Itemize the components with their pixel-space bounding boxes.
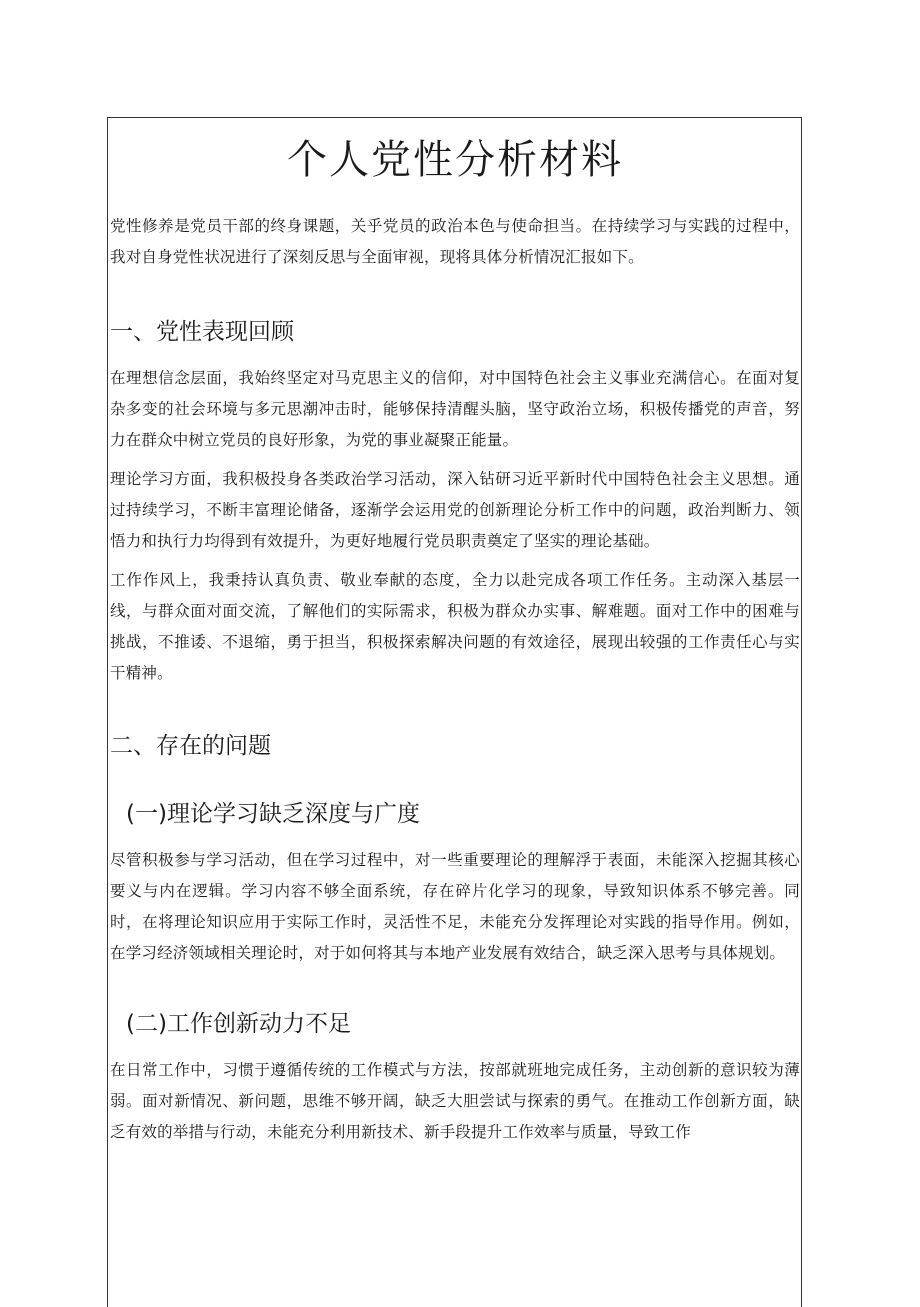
section-heading-review: 一、党性表现回顾 — [110, 319, 294, 345]
section-heading-problems: 二、存在的问题 — [110, 733, 271, 759]
document-body — [110, 118, 800, 1156]
paragraph-work-style: 工作作风上，我秉持认真负责、敬业奉献的态度，全力以赴完成各项工作任务。主动深入基层一线，与群众面对面交流，了解他们的实际需求，积极为群众办实事、解难题。面对工作中的困难与挑战，不推诿、不退缩，勇于担当，积极探索解决问题的有效途径，展现出较强的工作责任心与实干精神。 — [110, 571, 800, 682]
paragraph-innovation-problem: 在日常工作中，习惯于遵循传统的工作模式与方法，按部就班地完成任务，主动创新的意识较为薄弱。面对新情况、新问题，思维不够开阔，缺乏大胆尝试与探索的勇气。在推动工作创新方面，缺乏有效的举措与行动，未能充分利用新技术、新手段提升工作效率与质量，导致工作 — [110, 1061, 800, 1141]
intro-paragraph: 党性修养是党员干部的终身课题，关乎党员的政治本色与使命担当。在持续学习与实践的过程中，我对自身党性状况进行了深刻反思与全面审视，现将具体分析情况汇报如下。 — [110, 217, 800, 266]
paragraph-theory-problem: 尽管积极参与学习活动，但在学习过程中，对一些重要理论的理解浮于表面，未能深入挖掘其核心要义与内在逻辑。学习内容不够全面系统，存在碎片化学习的现象，导致知识体系不够完善。同时，在将理论知识应用于实际工作时，灵活性不足，未能充分发挥理论对实践的指导作用。例如，在学习经济领域相关理论时，对于如何将其与本地产业发展有效结合，缺乏深入思考与具体规划。 — [110, 851, 800, 962]
subsection-heading-theory: (一)理论学习缺乏深度与广度 — [126, 801, 420, 827]
paragraph-theory-study: 理论学习方面，我积极投身各类政治学习活动，深入钻研习近平新时代中国特色社会主义思想。通过持续学习，不断丰富理论储备，逐渐学会运用党的创新理论分析工作中的问题，政治判断力、领悟力和执行力均得到有效提升，为更好地履行党员职责奠定了坚实的理论基础。 — [110, 470, 800, 550]
document-title: 个人党性分析材料 — [287, 137, 623, 183]
subsection-heading-innovation: (二)工作创新动力不足 — [126, 1011, 351, 1037]
paragraph-ideals: 在理想信念层面，我始终坚定对马克思主义的信仰，对中国特色社会主义事业充满信心。在面对复杂多变的社会环境与多元思潮冲击时，能够保持清醒头脑，坚守政治立场，积极传播党的声音，努力在群众中树立党员的良好形象，为党的事业凝聚正能量。 — [110, 369, 800, 449]
